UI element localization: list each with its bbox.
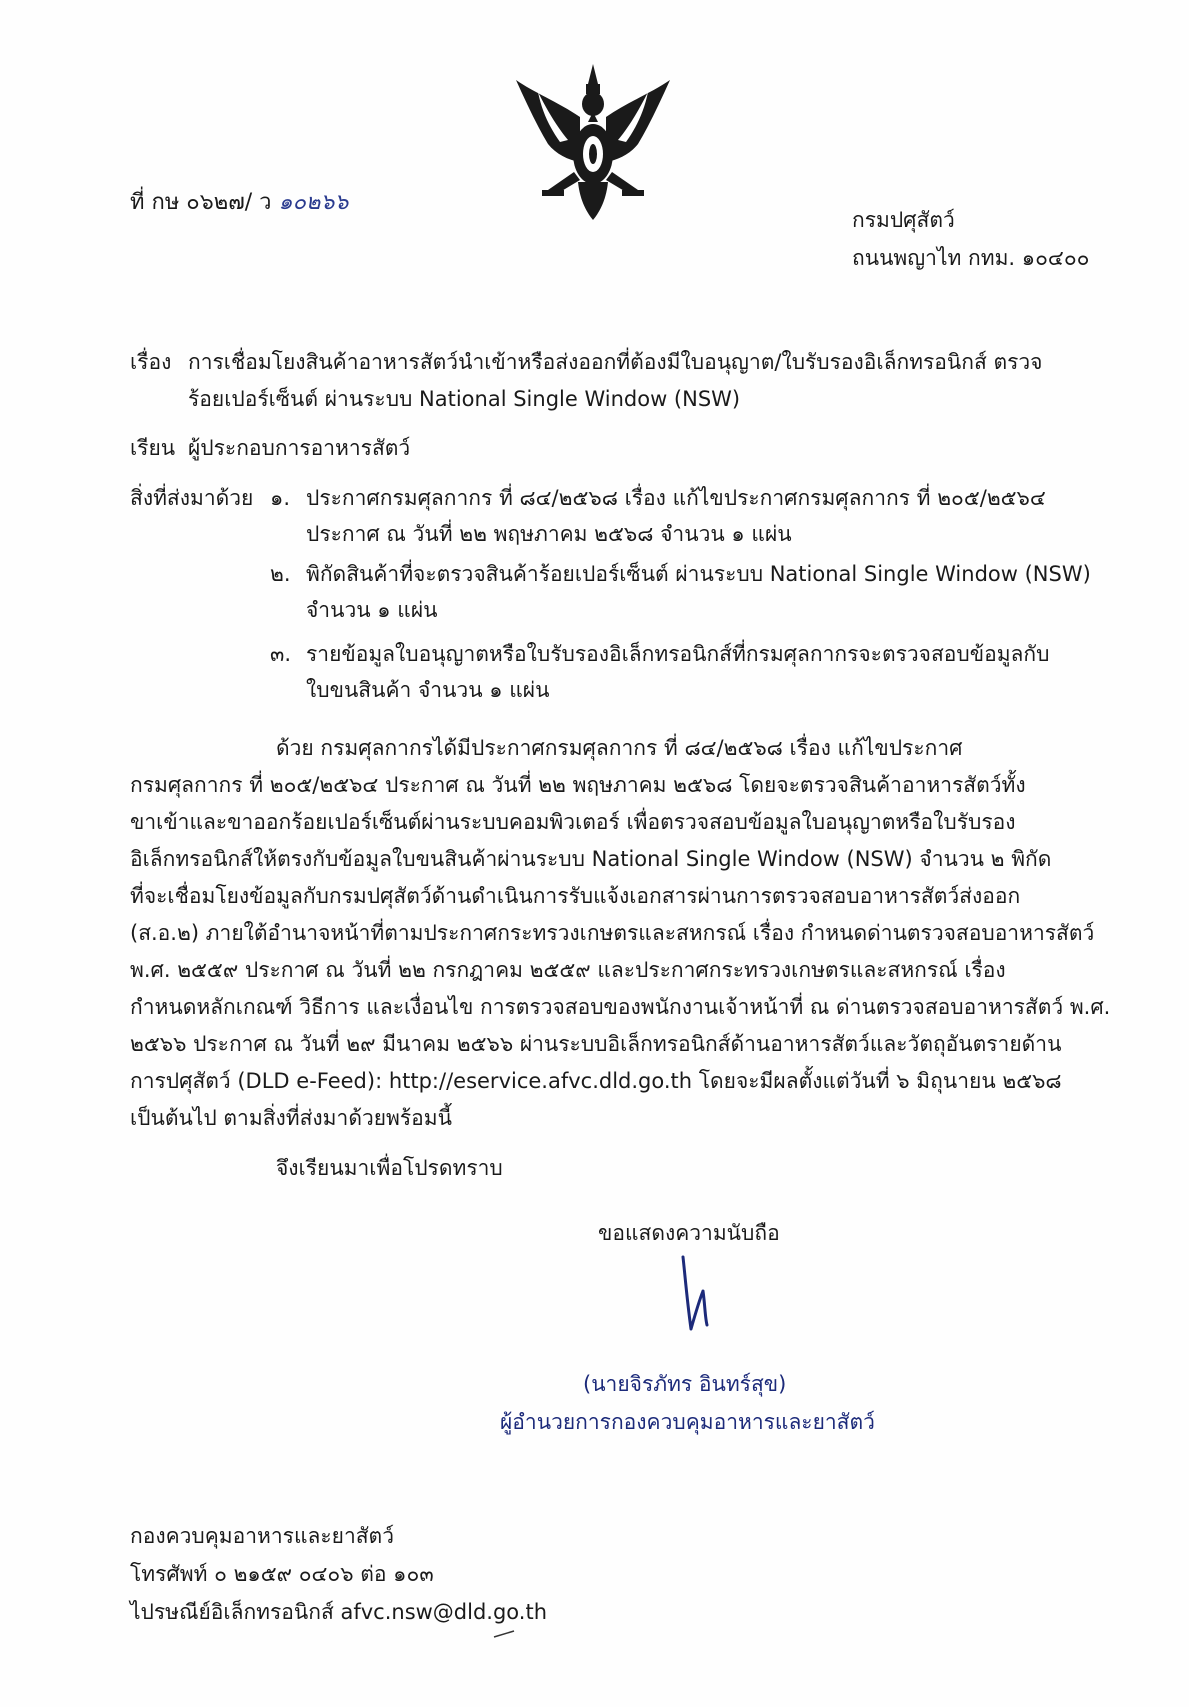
enclosure-3-line-2: ใบขนสินค้า จำนวน ๑ แผ่น <box>306 678 550 702</box>
body-line: อิเล็กทรอนิกส์ให้ตรงกับข้อมูลใบขนสินค้าผ่านระบบ National Single Window (NSW) จำนวน ๒ พิกัด <box>130 847 1052 871</box>
body-line: กรมศุลกากร ที่ ๒๐๕/๒๕๖๔ ประกาศ ณ วันที่ ๒๒ พฤษภาคม ๒๕๖๘ โดยจะตรวจสินค้าอาหารสัตว์ทั้ง <box>130 773 1026 797</box>
enclosure-number: ๑. <box>270 486 291 510</box>
enclosure-number: ๓. <box>270 642 292 666</box>
closing-line: จึงเรียนมาเพื่อโปรดทราบ <box>276 1156 503 1180</box>
body-line: พ.ศ. ๒๕๕๙ ประกาศ ณ วันที่ ๒๒ กรกฎาคม ๒๕๕๙ และประกาศกระทรวงเกษตรและสหกรณ์ เรื่อง <box>130 958 1006 982</box>
footer-division: กองควบคุมอาหารและยาสัตว์ <box>130 1524 394 1548</box>
body-line: ๒๕๖๖ ประกาศ ณ วันที่ ๒๙ มีนาคม ๒๕๖๖ ผ่านระบบอิเล็กทรอนิกส์ด้านอาหารสัตว์และวัตถุอันตรายด้าน <box>130 1032 1062 1056</box>
footer-phone: โทรศัพท์ ๐ ๒๑๕๙ ๐๔๐๖ ต่อ ๑๐๓ <box>130 1562 434 1586</box>
agency-name: กรมปศุสัตว์ <box>852 208 955 232</box>
document-number-handwritten: ๑๐๒๖๖ <box>278 190 349 215</box>
enclosure-1-line-2: ประกาศ ณ วันที่ ๒๒ พฤษภาคม ๒๕๖๘ จำนวน ๑ แผ่น <box>306 522 792 546</box>
body-line: การปศุสัตว์ (DLD e-Feed): http://eservice.afvc.dld.go.th โดยจะมีผลตั้งแต่วันที่ ๖ มิถุนายน ๒๕๖๘ <box>130 1069 1062 1093</box>
garuda-emblem-icon <box>508 62 678 222</box>
signer-position: ผู้อำนวยการกองควบคุมอาหารและยาสัตว์ <box>500 1410 875 1434</box>
agency-address: ถนนพญาไท กทม. ๑๐๔๐๐ <box>852 246 1090 270</box>
enclosure-3-line-1: รายข้อมูลใบอนุญาตหรือใบรับรองอิเล็กทรอนิกส์ที่กรมศุลกากรจะตรวจสอบข้อมูลกับ <box>306 642 1050 666</box>
body-line: ที่จะเชื่อมโยงข้อมูลกับกรมปศุสัตว์ด้านดำเนินการรับแจ้งเอกสารผ่านการตรวจสอบอาหารสัตว์ส่งออก <box>130 884 1021 908</box>
body-line: เป็นต้นไป ตามสิ่งที่ส่งมาด้วยพร้อมนี้ <box>130 1106 452 1130</box>
pen-mark <box>493 1630 515 1638</box>
footer-email: ไปรษณีย์อิเล็กทรอนิกส์ afvc.nsw@dld.go.th <box>130 1600 548 1624</box>
body-line: ขาเข้าและขาออกร้อยเปอร์เซ็นต์ผ่านระบบคอมพิวเตอร์ เพื่อตรวจสอบข้อมูลใบอนุญาตหรือใบรับรอง <box>130 810 1016 834</box>
body-line: กำหนดหลักเกณฑ์ วิธีการ และเงื่อนไข การตรวจสอบของพนักงานเจ้าหน้าที่ ณ ด่านตรวจสอบอาหารสัตว์ พ.ศ. <box>130 995 1111 1019</box>
body-line: (ส.อ.๒) ภายใต้อำนาจหน้าที่ตามประกาศกระทรวงเกษตรและสหกรณ์ เรื่อง กำหนดด่านตรวจสอบอาหารสัตว์ <box>130 921 1095 945</box>
body-line: ด้วย กรมศุลกากรได้มีประกาศกรมศุลกากร ที่ ๘๔/๒๕๖๘ เรื่อง แก้ไขประกาศ <box>276 736 963 760</box>
recipient-value: ผู้ประกอบการอาหารสัตว์ <box>188 436 411 460</box>
document-number <box>130 184 348 219</box>
enclosure-2-line-2: จำนวน ๑ แผ่น <box>306 598 438 622</box>
closing-respect: ขอแสดงความนับถือ <box>598 1221 780 1245</box>
handwritten-signature-icon <box>665 1255 725 1337</box>
subject-line-2: ร้อยเปอร์เซ็นต์ ผ่านระบบ National Single Window (NSW) <box>188 387 741 411</box>
signer-name: (นายจิรภัทร อินทร์สุข) <box>583 1372 787 1396</box>
enclosure-2-line-1: พิกัดสินค้าที่จะตรวจสินค้าร้อยเปอร์เซ็นต์ ผ่านระบบ National Single Window (NSW) <box>306 562 1091 586</box>
recipient-label: เรียน <box>130 436 176 460</box>
enclosure-1-line-1: ประกาศกรมศุลกากร ที่ ๘๔/๒๕๖๘ เรื่อง แก้ไขประกาศกรมศุลกากร ที่ ๒๐๕/๒๕๖๔ <box>306 486 1046 510</box>
document-number-prefix: ที่ กษ ๐๖๒๗/ ว <box>130 190 272 215</box>
enclosure-number: ๒. <box>270 562 291 586</box>
subject-label: เรื่อง <box>130 350 172 374</box>
subject-line-1: การเชื่อมโยงสินค้าอาหารสัตว์นำเข้าหรือส่งออกที่ต้องมีใบอนุญาต/ใบรับรองอิเล็กทรอนิกส์ ตรวจ <box>188 350 1043 374</box>
enclosures-label: สิ่งที่ส่งมาด้วย <box>130 486 254 510</box>
